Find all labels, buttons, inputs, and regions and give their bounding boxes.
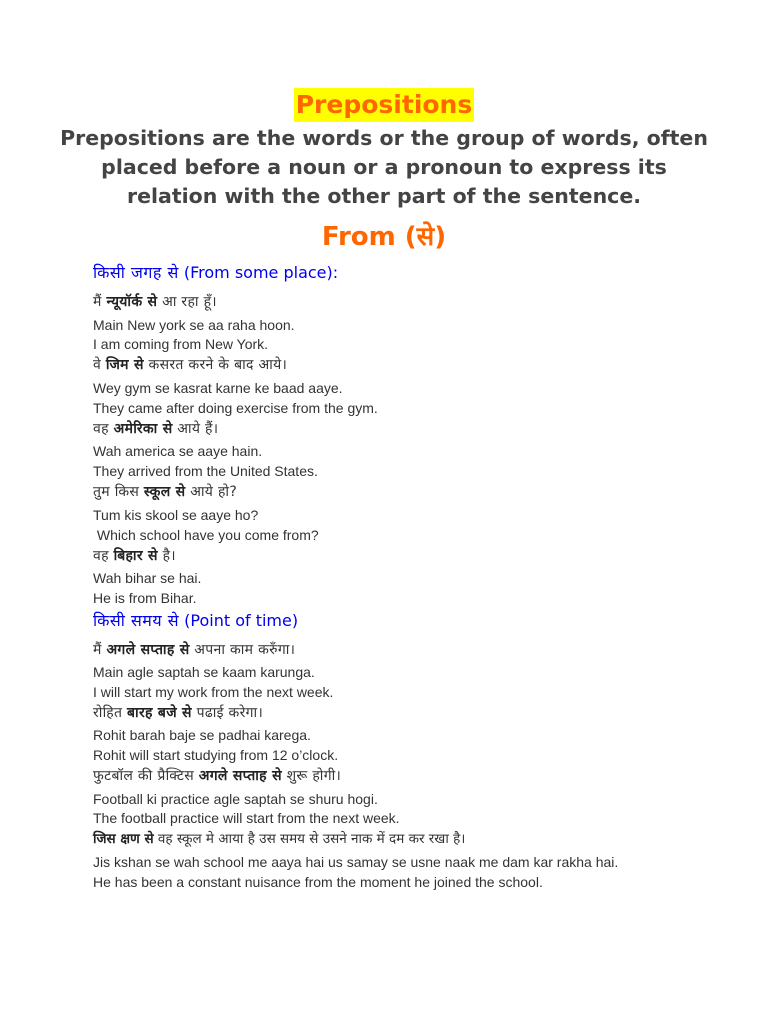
hindi-sentence: मैं अगले सप्ताह से अपना काम करुँगा। bbox=[93, 642, 296, 658]
transliteration: Wey gym se kasrat karne ke baad aaye. bbox=[93, 380, 343, 396]
hindi-sentence: वह बिहार से है। bbox=[93, 548, 176, 564]
transliteration: Tum kis skool se aaye ho? bbox=[93, 507, 259, 523]
hindi-sentence: मैं न्यूयॉर्क से आ रहा हूँ। bbox=[93, 294, 217, 310]
english-translation: I will start my work from the next week. bbox=[93, 684, 334, 700]
section-heading-english: (From some place): bbox=[183, 263, 339, 282]
english-translation: He is from Bihar. bbox=[93, 590, 197, 606]
hindi-sentence: फुटबॉल की प्रैक्टिस अगले सप्ताह से शुरू होगी। bbox=[93, 768, 342, 784]
section-heading-time bbox=[93, 610, 298, 632]
hindi-sentence: जिस क्षण से वह स्कूल मे आया है उस समय से उसने नाक में दम कर रखा है। bbox=[93, 831, 466, 847]
english-translation: I am coming from New York. bbox=[93, 336, 269, 352]
english-translation: The football practice will start from the next week. bbox=[93, 810, 400, 826]
english-translation: They arrived from the United States. bbox=[93, 463, 318, 479]
section-heading-hindi: किसी जगह से bbox=[93, 263, 179, 282]
hindi-sentence: वे जिम से कसरत करने के बाद आये। bbox=[93, 357, 288, 373]
english-translation: He has been a constant nuisance from the moment he joined the school. bbox=[93, 874, 543, 890]
title-wrap bbox=[0, 88, 768, 122]
section-heading-hindi: किसी समय से bbox=[93, 611, 180, 630]
definition-text: Prepositions are the words or the group of words, often placed before a noun or a pronoun to express its relation with the other part of the sentence. bbox=[60, 126, 708, 208]
page-title: Prepositions bbox=[294, 88, 475, 122]
english-translation: Which school have you come from? bbox=[93, 527, 319, 543]
transliteration: Football ki practice agle saptah se shuru hogi. bbox=[93, 791, 378, 807]
transliteration: Jis kshan se wah school me aaya hai us samay se usne naak me dam kar rakha hai. bbox=[93, 854, 619, 870]
hindi-sentence: रोहित बारह बजे से पढाई करेगा। bbox=[93, 705, 264, 721]
section-heading-place bbox=[93, 262, 338, 284]
transliteration: Rohit barah baje se padhai karega. bbox=[93, 727, 311, 743]
english-translation: Rohit will start studying from 12 o’clock. bbox=[93, 747, 339, 763]
transliteration: Wah bihar se hai. bbox=[93, 570, 202, 586]
transliteration: Main New york se aa raha hoon. bbox=[93, 317, 295, 333]
hindi-sentence: वह अमेरिका से आये हैं। bbox=[93, 421, 219, 437]
transliteration: Wah america se aaye hain. bbox=[93, 443, 263, 459]
transliteration: Main agle saptah se kaam karunga. bbox=[93, 664, 315, 680]
section-heading-english: (Point of time) bbox=[184, 611, 299, 630]
hindi-sentence: तुम किस स्कूल से आये हो? bbox=[93, 484, 238, 500]
english-translation: They came after doing exercise from the gym. bbox=[93, 400, 378, 416]
from-heading: From (से) bbox=[321, 222, 447, 252]
